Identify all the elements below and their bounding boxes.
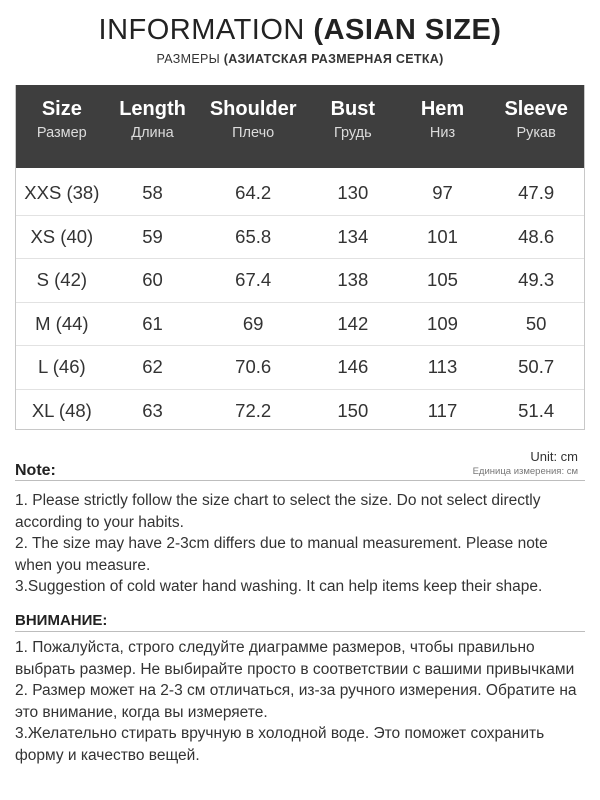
header-sleeve-en: Sleeve [504,98,568,120]
cell-length: 60 [142,269,163,291]
divider [15,631,585,632]
cell-hem: 109 [427,312,458,334]
cell-sleeve: 49.3 [518,269,555,291]
cell-shoulder: 72.2 [235,400,272,422]
cell-hem: 97 [432,182,453,204]
header-size [16,85,108,168]
cell-shoulder: 70.6 [235,356,272,378]
header-hem-en: Hem [420,98,465,120]
subtitle-bold: (АЗИАТСКАЯ РАЗМЕРНАЯ СЕТКА) [223,52,444,66]
cell-bust: 142 [337,312,369,334]
note-title-ru: ВНИМАНИЕ: [15,612,108,629]
table-row [16,346,584,390]
cell-bust: 134 [337,225,369,247]
cell-size: L (46) [38,356,86,378]
header-sleeve-ru: Рукав [516,125,556,141]
cell-length: 61 [142,312,163,334]
cell-bust: 150 [337,400,369,422]
cell-length: 62 [142,356,163,378]
cell-length: 59 [142,225,163,247]
note-item: 1. Please strictly follow the size chart to select the size. Do not select directly according to your habits. [15,492,541,531]
header-length-en: Length [119,98,186,120]
header-hem [397,85,489,168]
header-length [108,85,198,168]
cell-sleeve: 50 [525,312,547,334]
header-shoulder [197,85,309,168]
cell-sleeve: 50.7 [518,356,555,378]
subtitle-light: РАЗМЕРЫ [156,52,224,66]
table-row [16,216,584,260]
notes-ru [15,637,585,766]
size-table [15,85,585,430]
note-item: 2. Размер может на 2-3 см отличаться, из-за ручного измерения. Обратите на это внимание, когда вы измеряете. [15,682,577,721]
cell-bust: 130 [337,182,369,204]
header-shoulder-ru: Плечо [232,125,275,141]
note-item: 1. Пожалуйста, строго следуйте диаграмме размеров, чтобы правильно выбрать размер. Не выбирайте просто в соответствии с вашими привычками [15,639,575,678]
header-bust-ru: Грудь [333,125,372,141]
cell-bust: 146 [337,356,369,378]
notes-en [15,490,585,598]
table-row [16,259,584,303]
cell-hem: 117 [427,400,458,422]
header-length-ru: Длина [131,125,174,141]
header-bust-en: Bust [330,98,376,120]
header-shoulder-en: Shoulder [209,98,297,120]
note-item: 3.Желательно стирать вручную в холодной воде. Это поможет сохранить форму и качество вещей. [15,725,545,764]
table-row [16,172,584,216]
cell-hem: 105 [427,269,458,291]
cell-shoulder: 69 [242,312,264,334]
note-title-en: Note: [15,462,56,479]
cell-length: 63 [142,400,163,422]
title-light: INFORMATION [98,14,314,46]
cell-size: XXS (38) [24,182,100,204]
table-header [16,85,584,168]
header-size-ru: Размер [36,125,87,141]
header-bust [309,85,397,168]
cell-sleeve: 51.4 [518,400,555,422]
table-body [16,168,584,433]
cell-size: S (42) [36,269,88,291]
page-title [0,14,600,47]
unit-en: Unit: cm [530,449,578,464]
header-size-en: Size [41,98,82,120]
cell-shoulder: 65.8 [235,225,272,247]
cell-bust: 138 [337,269,369,291]
cell-shoulder: 67.4 [235,269,272,291]
header-hem-ru: Низ [429,125,456,141]
cell-sleeve: 48.6 [518,225,555,247]
cell-hem: 113 [427,356,458,378]
cell-hem: 101 [427,225,458,247]
unit-label [473,449,578,477]
cell-sleeve: 47.9 [518,182,555,204]
cell-size: XS (40) [30,225,94,247]
table-row [16,390,584,434]
note-item: 3.Suggestion of cold water hand washing. It can help items keep their shape. [15,578,543,595]
cell-shoulder: 64.2 [235,182,272,204]
table-row [16,303,584,347]
note-item: 2. The size may have 2-3cm differs due to manual measurement. Please note when you measure. [15,535,548,574]
cell-size: XL (48) [31,400,92,422]
cell-length: 58 [142,182,163,204]
divider [15,480,585,481]
unit-ru: Единица измерения: см [472,466,578,477]
cell-size: M (44) [35,312,89,334]
page-subtitle [0,52,600,66]
header-sleeve [488,85,584,168]
title-bold: (ASIAN SIZE) [313,14,502,46]
